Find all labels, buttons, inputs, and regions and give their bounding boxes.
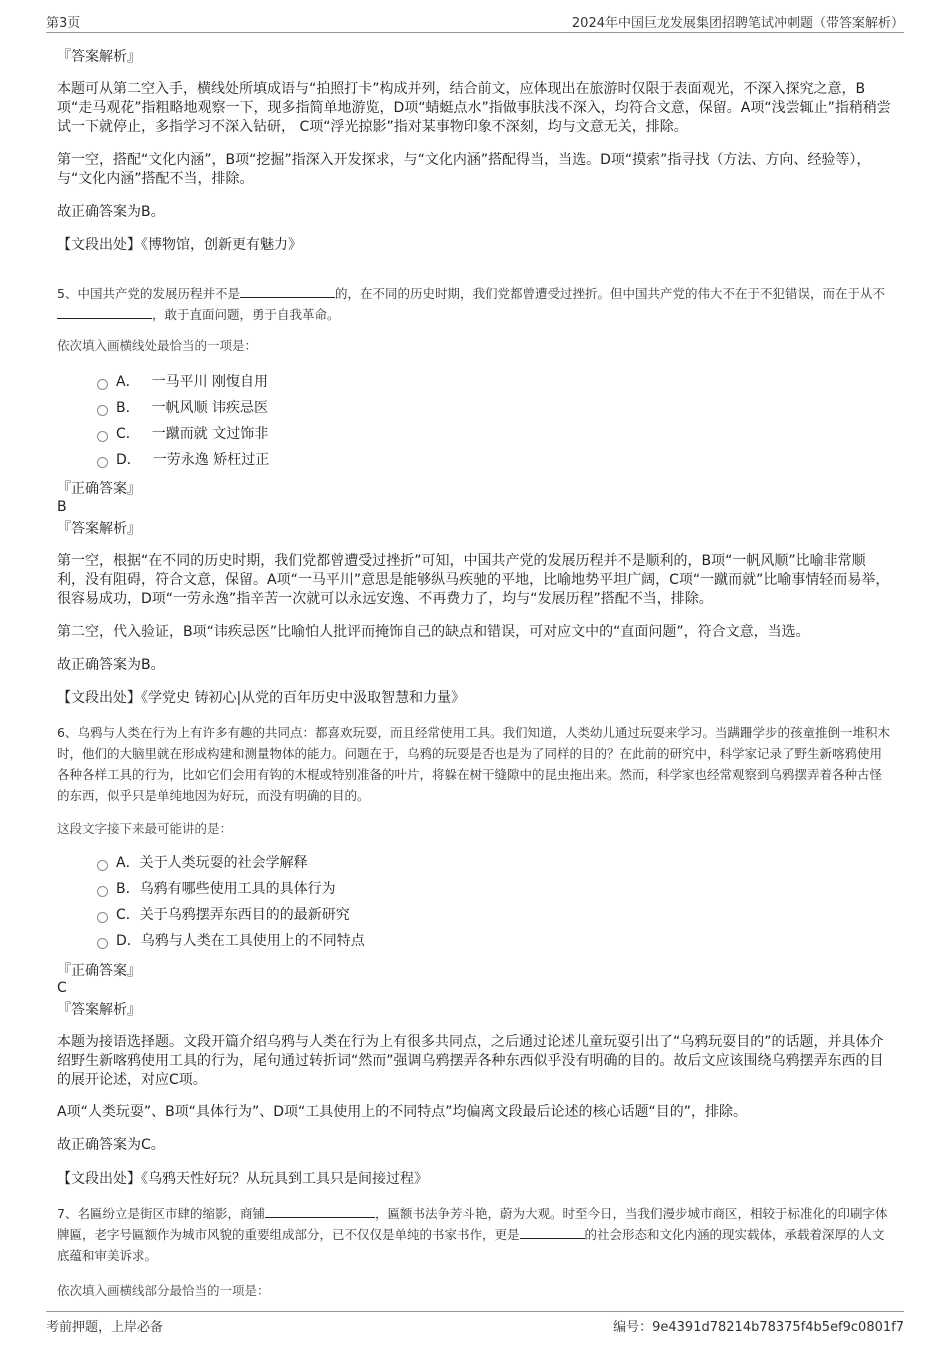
option-text: 关于乌鸦摆弄东西目的的最新研究 xyxy=(139,907,350,923)
radio-icon[interactable] xyxy=(97,379,108,390)
option-letter: A． xyxy=(116,855,140,871)
source-title: 《博物馆，创新更有魅力》 xyxy=(141,237,302,253)
q5-source xyxy=(57,689,892,708)
option-text: 一蹴而就 文过饰非 xyxy=(151,426,269,442)
radio-icon[interactable] xyxy=(97,860,108,871)
answer-blank xyxy=(57,306,152,319)
q4-conclusion: 故正确答案为B。 xyxy=(57,204,165,220)
option-letter: B． xyxy=(116,881,140,897)
page-header xyxy=(46,10,904,33)
q4-analysis-p2: 第一空，搭配“文化内涵”，B项“挖掘”指深入开发探求，与“文化内涵”搭配得当，当选。D项“摸索”指寻找（方法、方向、经验等），与“文化内涵”搭配不当，排除。 xyxy=(57,152,871,187)
q4-source xyxy=(57,236,892,255)
q6-correct-label: 『正确答案』 xyxy=(57,963,141,979)
option-text: 一马平川 刚愎自用 xyxy=(151,374,269,390)
radio-icon[interactable] xyxy=(97,938,108,949)
q7-stem-part-3: 的社会形态和文化内涵的现实载体，承载着深厚的人文底蕴和审美诉求。 xyxy=(57,1227,885,1263)
q5-stem-part-1: 5、中国共产党的发展历程并不是 xyxy=(57,286,240,301)
q5-stem xyxy=(57,283,892,325)
q5-conclusion: 故正确答案为B。 xyxy=(57,657,165,673)
q6-option-d[interactable] xyxy=(97,931,365,951)
q7-prompt: 依次填入画横线部分最恰当的一项是： xyxy=(57,1283,270,1298)
q5-stem-part-2: 的，在不同的历史时期，我们党都曾遭受过挫折。但中国共产党的伟大不在于不犯错误，而在于从不 xyxy=(334,286,885,301)
q7-stem-part-1: 7、名匾纷立是街区市肆的缩影，商铺 xyxy=(57,1206,265,1221)
q6-source xyxy=(57,1170,892,1189)
q6-stem: 6、乌鸦与人类在行为上有许多有趣的共同点：都喜欢玩耍，而且经常使用工具。我们知道，人类幼儿通过玩耍来学习。当蹒跚学步的孩童推倒一堆积木时，他们的大脑里就在形成构建和测量物体的能力。问题在于，乌鸦的玩耍是否也是为了同样的目的？在此前的研究中，科学家记录了野生新喀鸦使用各种各样工具的行为，比如它们会用有钩的木棍或特别准备的叶片，将躲在树干缝隙中的昆虫拖出来。然而，科学家也经常观察到乌鸦摆弄着各种古怪的东西，似乎只是单纯地因为好玩，而没有明确的目的。 xyxy=(57,725,890,803)
option-letter: D． xyxy=(116,452,141,468)
q5-analysis-p1: 第一空，根据“在不同的历史时期，我们党都曾遭受过挫折”可知，中国共产党的发展历程并不是顺利的，B项“一帆风顺”比喻非常顺利，没有阻碍，符合文意，保留。A项“一马平川”意思是能够纵马疾驰的平地，比喻地势平坦广阔，C项“一蹴而就”比喻事情轻而易举，很容易成功，D项“一劳永逸”指辛苦一次就可以永远安逸、不再费力了，均与“发展历程”搭配不当，排除。 xyxy=(57,553,890,607)
answer-blank xyxy=(265,1205,375,1218)
radio-icon[interactable] xyxy=(97,431,108,442)
answer-blank xyxy=(240,285,335,298)
q6-option-b[interactable] xyxy=(97,879,336,899)
source-label: 【文段出处】 xyxy=(57,690,141,706)
page-number: 第3页 xyxy=(46,16,81,31)
q5-correct-label: 『正确答案』 xyxy=(57,481,141,497)
source-label: 【文段出处】 xyxy=(57,1171,141,1187)
code-label: 编号： xyxy=(613,1320,653,1335)
answer-blank xyxy=(520,1226,585,1239)
option-letter: C． xyxy=(116,907,140,923)
radio-icon[interactable] xyxy=(97,886,108,897)
q6-prompt: 这段文字接下来最可能讲的是： xyxy=(57,821,233,836)
source-title: 《乌鸦天性好玩？从玩具到工具只是间接过程》 xyxy=(141,1171,428,1187)
q5-option-b[interactable] xyxy=(97,398,268,418)
option-text: 乌鸦与人类在工具使用上的不同特点 xyxy=(140,933,365,949)
q6-analysis-p1: 本题为接语选择题。文段开篇介绍乌鸦与人类在行为上有很多共同点，之后通过论述儿童玩耍引出了“乌鸦玩耍目的”的话题，并具体介绍野生新喀鸦使用工具的行为，尾句通过转折词“然而”强调乌鸦摆弄各种东西似乎没有明确的目的。故后文应该围绕乌鸦摆弄东西的目的展开论述，对应C项。 xyxy=(57,1034,884,1088)
q5-option-c[interactable] xyxy=(97,424,268,444)
document-code xyxy=(613,1316,904,1335)
q6-analysis-p2: A项“人类玩耍”、B项“具体行为”、D项“工具使用上的不同特点”均偏离文段最后论述的核心话题“目的”，排除。 xyxy=(57,1104,747,1120)
q6-answer: C xyxy=(57,980,67,996)
source-title: 《学党史 铸初心|从党的百年历史中汲取智慧和力量》 xyxy=(141,690,466,706)
q5-analysis-label: 『答案解析』 xyxy=(57,521,141,537)
radio-icon[interactable] xyxy=(97,912,108,923)
q5-option-a[interactable] xyxy=(97,372,268,392)
option-letter: A． xyxy=(116,374,140,390)
q5-option-d[interactable] xyxy=(97,450,269,470)
option-text: 一劳永逸 矫枉过正 xyxy=(152,452,270,468)
document-title: 2024年中国巨龙发展集团招聘笔试冲刺题（带答案解析） xyxy=(571,16,904,31)
option-text: 关于人类玩耍的社会学解释 xyxy=(139,855,308,871)
option-text: 乌鸦有哪些使用工具的具体行为 xyxy=(139,881,336,897)
radio-icon[interactable] xyxy=(97,405,108,416)
footer-slogan: 考前押题，上岸必备 xyxy=(46,1320,164,1335)
q5-prompt: 依次填入画横线处最恰当的一项是： xyxy=(57,338,258,353)
q6-option-a[interactable] xyxy=(97,853,308,873)
radio-icon[interactable] xyxy=(97,457,108,468)
q7-stem-part-2: ，匾额书法争芳斗艳，蔚为大观。时至今日，当我们漫步城市商区，相较于标准化的印刷字体牌匾，老字号匾额作为城市风貌的重要组成部分，已不仅仅是单纯的书家书作，更是 xyxy=(57,1206,888,1242)
option-letter: C． xyxy=(116,426,140,442)
q5-stem-part-3: ，敢于直面问题，勇于自我革命。 xyxy=(152,307,340,322)
q5-answer: B xyxy=(57,499,67,515)
q4-analysis-label: 『答案解析』 xyxy=(57,49,141,65)
q7-stem xyxy=(57,1203,892,1266)
q6-conclusion: 故正确答案为C。 xyxy=(57,1137,165,1153)
page-footer xyxy=(46,1311,904,1336)
q6-analysis-label: 『答案解析』 xyxy=(57,1002,141,1018)
q6-option-c[interactable] xyxy=(97,905,350,925)
q5-analysis-p2: 第二空，代入验证，B项“讳疾忌医”比喻怕人批评而掩饰自己的缺点和错误，可对应文中的“直面问题”，符合文意，当选。 xyxy=(57,624,810,640)
option-letter: B． xyxy=(116,400,140,416)
source-label: 【文段出处】 xyxy=(57,237,141,253)
code-value: 9e4391d78214b78375f4b5ef9c0801f7 xyxy=(652,1320,904,1335)
option-letter: D． xyxy=(116,933,141,949)
option-text: 一帆风顺 讳疾忌医 xyxy=(151,400,269,416)
q4-analysis-p1: 本题可从第二空入手，横线处所填成语与“拍照打卡”构成并列，结合前文，应体现出在旅游时仅限于表面观光，不深入探究之意，B项“走马观花”指粗略地观察一下，现多指简单地游览，D项“蜻蜓点水”指做事肤浅不深入，均符合文意，保留。A项“浅尝辄止”指稍稍尝试一下就停止，多指学习不深入钻研， C项“浮光掠影”指对某事物印象不深刻，均与文意无关，排除。 xyxy=(57,81,891,135)
